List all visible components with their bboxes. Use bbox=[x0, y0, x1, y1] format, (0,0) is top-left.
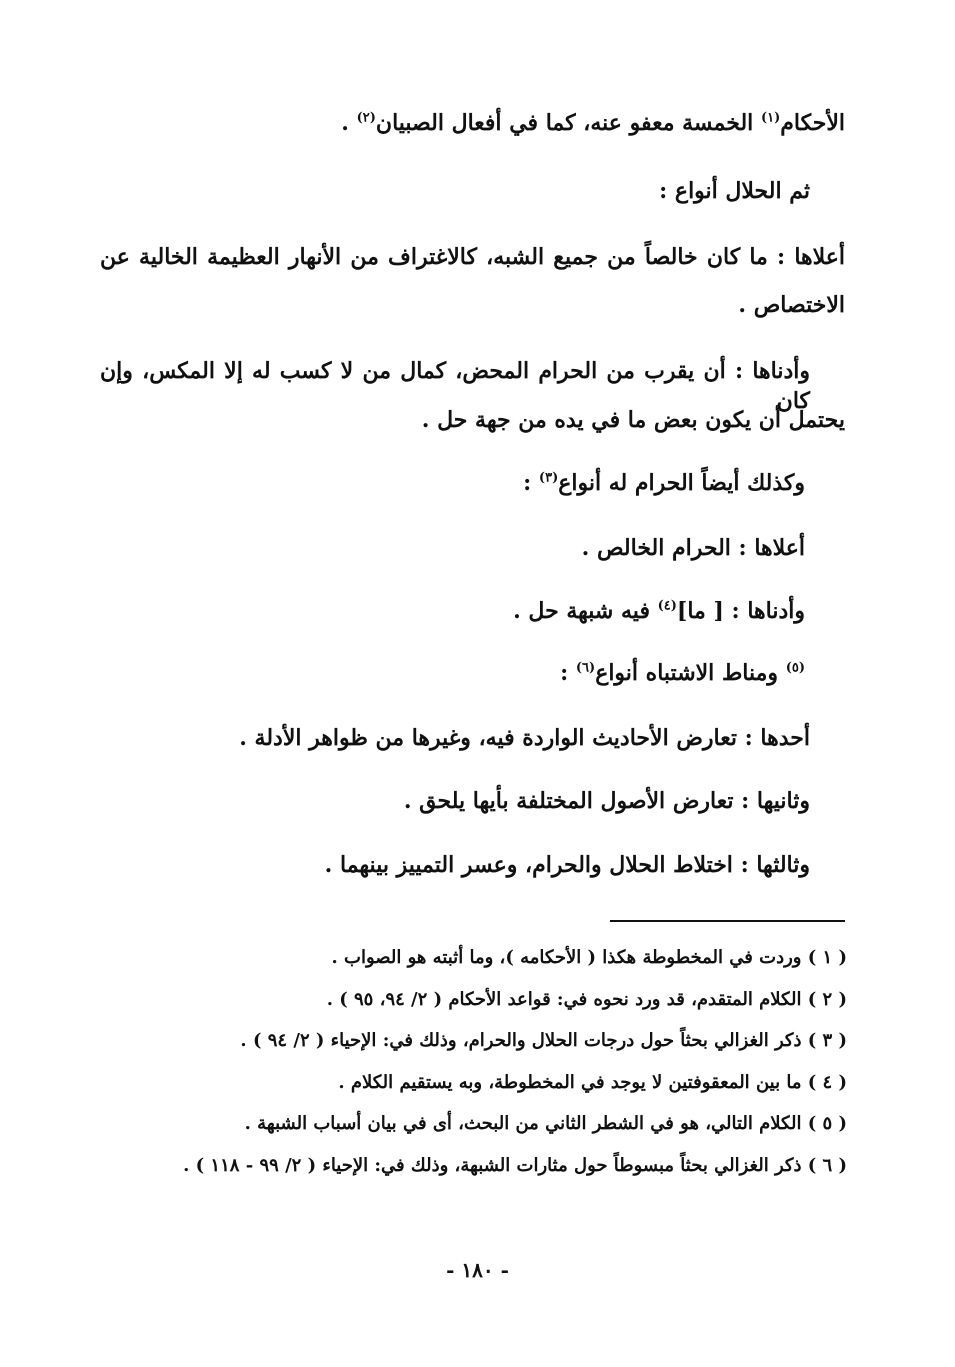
footnote-ref-6: (٦) bbox=[575, 660, 596, 676]
footnote-6 bbox=[183, 1153, 847, 1179]
footnote-5-text: ( ٥ ) الكلام التالي، هو في الشطر الثاني من البحث، أى في بيان أسباب الشبهة . bbox=[244, 1113, 847, 1134]
footnote-1 bbox=[331, 945, 847, 971]
paragraph-5 bbox=[523, 468, 805, 498]
paragraph-11 bbox=[325, 850, 810, 880]
footnote-1-text: ( ١ ) وردت في المخطوطة هكذا ( الأحكامه )، وما أثبته هو الصواب . bbox=[331, 947, 847, 968]
footnote-3-text: ( ٣ ) ذكر الغزالي بحثاً حول درجات الحلال والحرام، وذلك في: الإحياء ( ٢/ ٩٤ ) . bbox=[240, 1030, 847, 1051]
p1-before-note1: الأحكام bbox=[780, 110, 845, 136]
p9-text: أحدها : تعارض الأحاديث الواردة فيه، وغيرها من ظواهر الأدلة . bbox=[239, 725, 810, 751]
paragraph-4-line-2 bbox=[422, 405, 845, 435]
footnote-5 bbox=[245, 1111, 847, 1137]
paragraph-10 bbox=[404, 786, 810, 816]
footnote-3 bbox=[240, 1028, 847, 1054]
p11-text: وثالثها : اختلاط الحلال والحرام، وعسر التمييز بينهما . bbox=[324, 852, 810, 878]
p5-end: : bbox=[523, 470, 539, 496]
footnote-ref-1: (١) bbox=[760, 110, 781, 126]
paragraph-2 bbox=[659, 176, 810, 206]
footnote-ref-3: (٣) bbox=[538, 470, 559, 486]
footnote-ref-2: (٢) bbox=[356, 110, 376, 126]
p1-middle: الخمسة معفو عنه، كما في أفعال الصبيان bbox=[375, 110, 761, 136]
footnote-2 bbox=[327, 987, 847, 1013]
p10-text: وثانيها : تعارض الأصول المختلفة بأيها يلحق . bbox=[403, 788, 810, 814]
p7-text: وأدناها : [ ما] bbox=[676, 598, 805, 624]
p3-line2-text: الاختصاص . bbox=[738, 292, 845, 318]
p4-line1-text: وأدناها : أن يقرب من الحرام المحض، كمال من لا كسب له إلا المكس، وإن كان bbox=[100, 358, 810, 414]
footnote-ref-4: (٤) bbox=[657, 598, 677, 614]
p7-end: فيه شبهة حل . bbox=[513, 598, 658, 624]
paragraph-7 bbox=[513, 596, 805, 626]
p5-text: وكذلك أيضاً الحرام له أنواع bbox=[558, 470, 805, 496]
p2-text: ثم الحلال أنواع : bbox=[659, 178, 810, 204]
footnote-ref-5: (٥) bbox=[785, 660, 805, 676]
footnote-separator bbox=[610, 920, 845, 922]
p3-line1-text: أعلاها : ما كان خالصاً من جميع الشبه، كالاغتراف من الأنهار العظيمة الخالية عن bbox=[100, 244, 845, 270]
p6-text: أعلاها : الحرام الخالص . bbox=[581, 535, 805, 561]
footnote-6-text: ( ٦ ) ذكر الغزالي بحثاً مبسوطاً حول مثارات الشبهة، وذلك في: الإحياء ( ٢/ ٩٩ - ١١٨ ) . bbox=[183, 1155, 847, 1176]
p8-text: ومناط الاشتباه أنواع bbox=[595, 660, 786, 686]
paragraph-8 bbox=[560, 658, 805, 688]
paragraph-3-line-1 bbox=[100, 242, 845, 272]
page-number: - ١٨٠ - bbox=[446, 1258, 509, 1282]
p1-end: . bbox=[341, 110, 357, 136]
paragraph-1 bbox=[341, 108, 845, 138]
paragraph-6 bbox=[582, 533, 805, 563]
footnote-4 bbox=[338, 1070, 847, 1096]
p8-end: : bbox=[560, 660, 576, 686]
footnote-4-text: ( ٤ ) ما بين المعقوفتين لا يوجد في المخطوطة، وبه يستقيم الكلام . bbox=[338, 1072, 847, 1093]
paragraph-3-line-2 bbox=[738, 290, 845, 320]
footnote-2-text: ( ٢ ) الكلام المتقدم، قد ورد نحوه في: قواعد الأحكام ( ٢/ ٩٤، ٩٥ ) . bbox=[326, 989, 847, 1010]
paragraph-9 bbox=[239, 723, 810, 753]
p4-line2-text: يحتمل أن يكون بعض ما في يده من جهة حل . bbox=[421, 407, 845, 433]
